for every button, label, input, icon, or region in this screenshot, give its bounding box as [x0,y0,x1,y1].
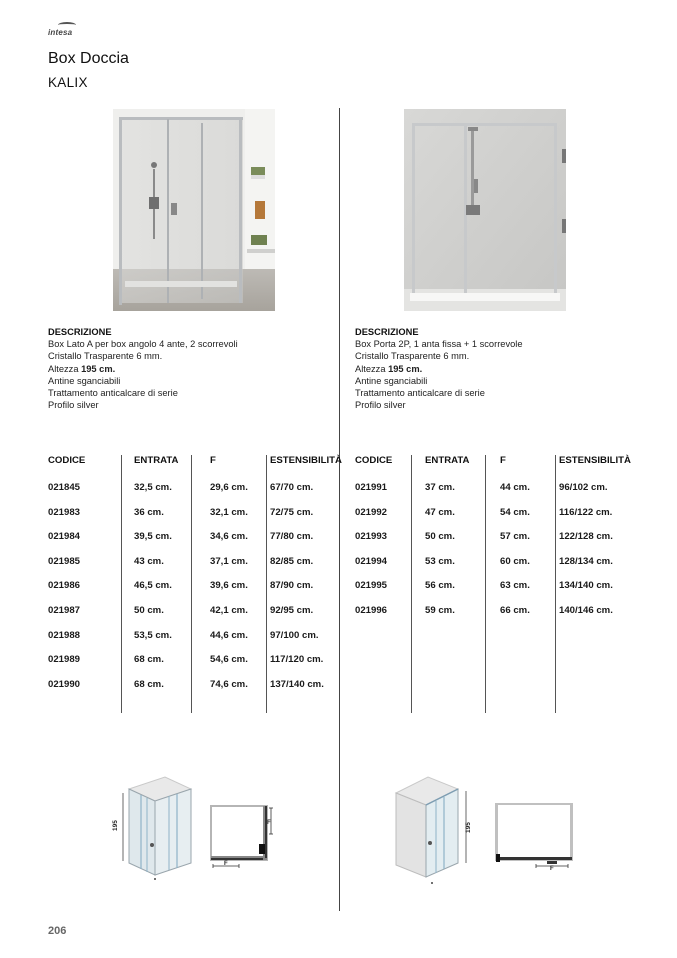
cell-extensibility: 122/128 cm. [559,531,613,543]
table-column-rule [121,455,122,713]
right-description [355,326,655,411]
column-header-entrance: ENTRATA [425,455,470,466]
cell-entrance: 36 cm. [134,506,164,518]
cell-f: 44 cm. [500,482,530,493]
column-header-code: CODICE [355,455,393,466]
cell-extensibility: 117/120 cm. [270,654,324,666]
cell-f: 32,1 cm. [210,506,248,518]
cell-code: 021986 [48,580,81,592]
cell-entrance: 53,5 cm. [134,629,172,641]
cell-code: 021988 [48,629,81,641]
description-line: Box Porta 2P, 1 anta fissa + 1 scorrevole [355,339,523,350]
cell-code: 021984 [48,531,81,543]
left-description [48,326,328,411]
height-prefix: Altezza [48,363,82,374]
table-column-rule [411,455,412,713]
table-column-rule [555,455,556,713]
cell-f: 74,6 cm. [210,678,248,690]
cell-f: 60 cm. [500,555,530,567]
left-product-table [48,455,342,715]
niche-shower-photo [404,109,566,311]
product-line-name: KALIX [48,75,88,90]
description-line: Antine sganciabili [355,375,428,386]
logo-text: intesa [48,28,73,37]
cell-entrance: 68 cm. [134,654,164,666]
height-label: 195 [112,820,119,831]
left-3d-schematic [107,775,202,885]
cell-f: 34,6 cm. [210,531,248,543]
cell-f: 57 cm. [500,531,530,543]
f-dimension-label: F [267,820,271,826]
f-dimension-label: F [224,861,228,867]
cell-extensibility: 137/140 cm. [270,678,324,690]
description-line: Cristallo Trasparente 6 mm. [48,351,163,362]
cell-extensibility: 67/70 cm. [270,482,314,493]
cell-entrance: 59 cm. [425,605,455,616]
cell-extensibility: 140/146 cm. [559,605,613,616]
table-column-rule [266,455,267,713]
description-line: Trattamento anticalcare di serie [48,388,178,399]
description-line: Trattamento anticalcare di serie [355,388,485,399]
cell-extensibility: 116/122 cm. [559,506,613,518]
right-plan-schematic [492,800,577,870]
brand-logo [48,22,88,36]
height-prefix: Altezza [355,363,389,374]
cell-entrance: 53 cm. [425,555,455,567]
height-value: 195 cm. [388,363,423,374]
column-header-extensibility: ESTENSIBILITÀ [559,455,631,466]
corner-shower-photo [113,109,275,311]
cell-code: 021987 [48,605,81,616]
cell-code: 021983 [48,506,81,518]
description-line: Profilo silver [48,400,99,411]
cell-entrance: 50 cm. [425,531,455,543]
table-column-rule [191,455,192,713]
cell-f: 29,6 cm. [210,482,248,493]
f-dimension-label: F [550,866,554,870]
right-product-table [355,455,655,715]
cell-f: 54 cm. [500,506,530,518]
cell-entrance: 39,5 cm. [134,531,172,543]
cell-entrance: 68 cm. [134,678,164,690]
page-title: Box Doccia [48,50,129,67]
cell-code: 021989 [48,654,81,666]
description-line: Antine sganciabili [48,375,121,386]
cell-code: 021991 [355,482,388,493]
cell-entrance: 43 cm. [134,555,164,567]
cell-f: 37,1 cm. [210,555,248,567]
cell-code: 021992 [355,506,388,518]
page-number: 206 [48,925,67,937]
description-height [355,363,655,375]
height-value: 195 cm. [81,363,116,374]
column-divider [339,108,340,911]
left-plan-schematic [207,800,275,870]
column-header-extensibility: ESTENSIBILITÀ [270,455,342,466]
column-header-f: F [500,455,506,466]
cell-extensibility: 72/75 cm. [270,506,314,518]
cell-extensibility: 96/102 cm. [559,482,608,493]
cell-code: 021985 [48,555,81,567]
cell-f: 63 cm. [500,580,530,592]
cell-extensibility: 92/95 cm. [270,605,314,616]
column-header-code: CODICE [48,455,86,466]
cell-f: 66 cm. [500,605,530,616]
cell-extensibility: 134/140 cm. [559,580,613,592]
description-heading: DESCRIZIONE [48,327,112,337]
cell-entrance: 32,5 cm. [134,482,172,493]
cell-entrance: 37 cm. [425,482,455,493]
cell-entrance: 56 cm. [425,580,455,592]
cell-f: 39,6 cm. [210,580,248,592]
description-line: Box Lato A per box angolo 4 ante, 2 scorrevoli [48,339,238,350]
cell-code: 021845 [48,482,81,493]
cell-f: 42,1 cm. [210,605,248,616]
cell-extensibility: 82/85 cm. [270,555,314,567]
cell-code: 021993 [355,531,388,543]
cell-entrance: 50 cm. [134,605,164,616]
column-header-f: F [210,455,216,466]
cell-entrance: 46,5 cm. [134,580,172,592]
cell-code: 021996 [355,605,388,616]
cell-code: 021990 [48,678,81,690]
cell-f: 54,6 cm. [210,654,248,666]
right-3d-schematic [392,775,477,890]
description-heading: DESCRIZIONE [355,327,419,337]
cell-code: 021994 [355,555,388,567]
cell-extensibility: 87/90 cm. [270,580,314,592]
column-header-entrance: ENTRATA [134,455,179,466]
description-line: Cristallo Trasparente 6 mm. [355,351,470,362]
cell-f: 44,6 cm. [210,629,248,641]
height-label: 195 [465,822,472,833]
description-height [48,363,328,375]
cell-extensibility: 77/80 cm. [270,531,314,543]
cell-entrance: 47 cm. [425,506,455,518]
cell-code: 021995 [355,580,388,592]
cell-extensibility: 97/100 cm. [270,629,319,641]
table-column-rule [485,455,486,713]
description-line: Profilo silver [355,400,406,411]
cell-extensibility: 128/134 cm. [559,555,613,567]
